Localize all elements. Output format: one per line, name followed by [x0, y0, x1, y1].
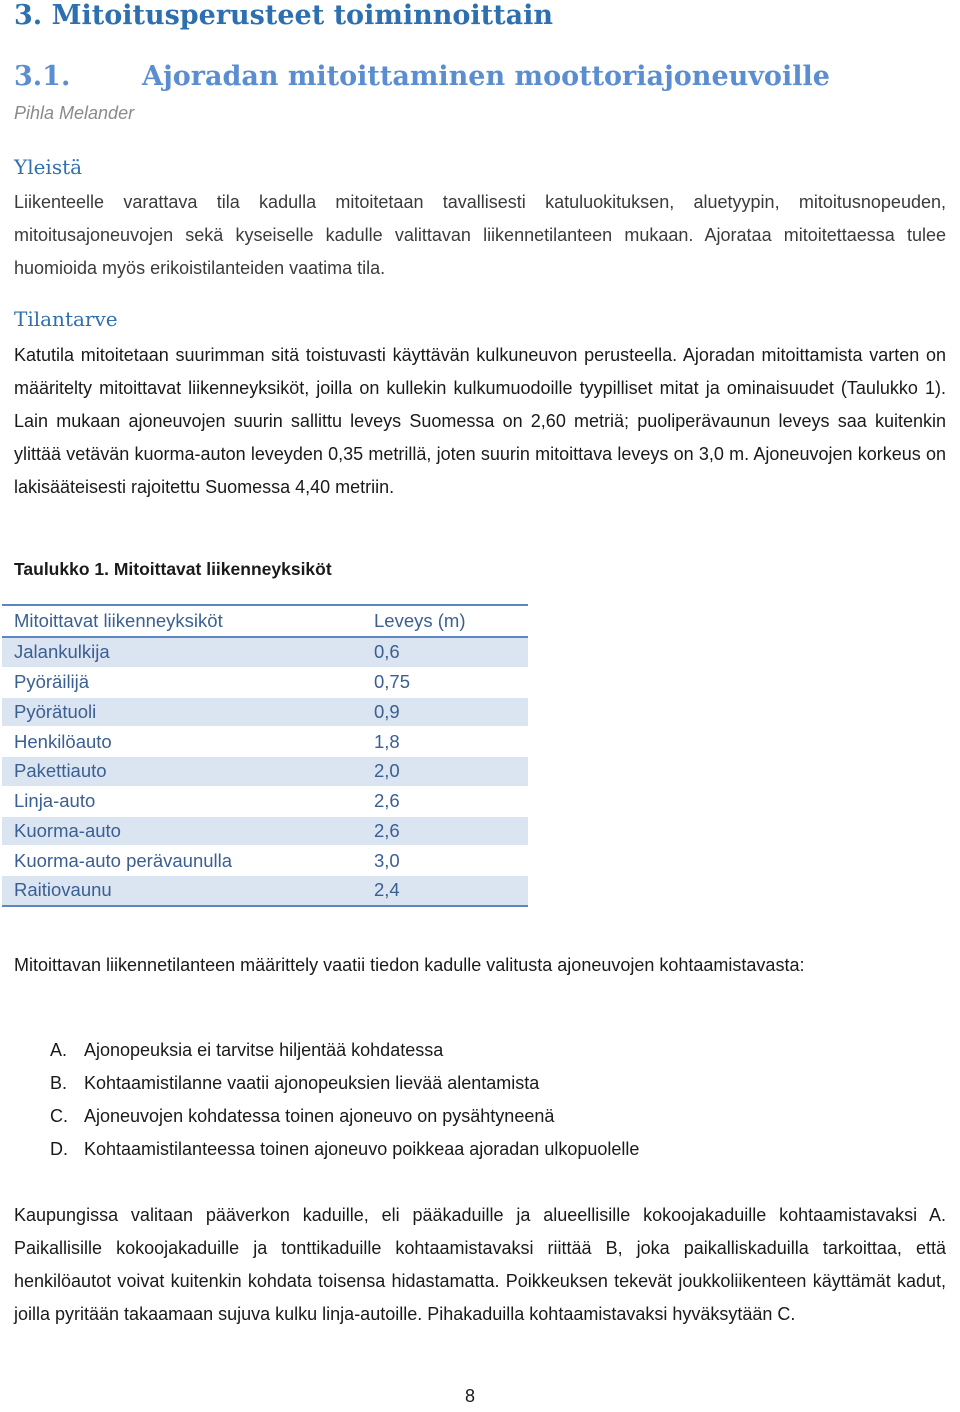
unit-cell: Pyörätuoli	[2, 697, 374, 727]
table-row	[2, 757, 528, 787]
table-row	[2, 697, 528, 727]
unit-cell: Henkilöauto	[2, 727, 374, 757]
list-item-text: Kohtaamistilanteessa toinen ajoneuvo poikkeaa ajoradan ulkopuolelle	[84, 1139, 640, 1159]
width-cell: 0,9	[374, 697, 528, 727]
table-caption: Taulukko 1. Mitoittavat liikenneyksiköt	[14, 559, 332, 579]
unit-cell: Jalankulkija	[2, 637, 374, 667]
width-cell: 2,6	[374, 816, 528, 846]
column-header-unit: Mitoittavat liikenneyksiköt	[2, 605, 374, 637]
list-marker: C.	[50, 1106, 68, 1126]
table-row	[2, 816, 528, 846]
width-cell: 2,0	[374, 757, 528, 787]
space-heading: Tilantarve	[14, 307, 118, 331]
width-cell: 0,75	[374, 667, 528, 697]
list-marker: A.	[50, 1040, 68, 1060]
list-item	[50, 1100, 639, 1133]
unit-cell: Kuorma-auto perävaunulla	[2, 846, 374, 876]
unit-cell: Raitiovaunu	[2, 876, 374, 906]
units-table	[2, 604, 528, 907]
width-cell: 0,6	[374, 637, 528, 667]
width-cell: 3,0	[374, 846, 528, 876]
section-number: 3.1.	[14, 61, 71, 92]
list-marker: B.	[50, 1073, 68, 1093]
space-paragraph: Katutila mitoitetaan suurimman sitä toistuvasti käyttävän kulkuneuvon perusteella. Ajoradan mitoittamista varten on määritelty mitoittavat liikenneyksiköt, joilla on kullekin kulkumuodoille tyypilliset mitat ja ominaisuudet (Taulukko 1). Lain mukaan ajoneuvojen suurin sallittu leveys Suomessa on 2,60 metriä; puoliperävaunun leveys saa kuitenkin ylittää vetävän kuorma-auton leveyden 0,35 metrillä, joten suurin mitoittava leveys on 3,0 m. Ajoneuvojen korkeus on lakisääteisesti rajoitettu Suomessa 4,40 metriin.	[14, 345, 946, 497]
width-cell: 2,4	[374, 876, 528, 906]
list-item-text: Ajoneuvojen kohdatessa toinen ajoneuvo on pysähtyneenä	[84, 1106, 555, 1126]
table-row	[2, 786, 528, 816]
encounter-type-list	[50, 1034, 639, 1166]
table-row	[2, 846, 528, 876]
width-cell: 2,6	[374, 786, 528, 816]
table-row	[2, 667, 528, 697]
list-intro-paragraph: Mitoittavan liikennetilanteen määrittely vaatii tiedon kadulle valitusta ajoneuvojen kohtaamistavasta:	[14, 955, 805, 975]
table-row	[2, 876, 528, 906]
column-header-width: Leveys (m)	[374, 605, 528, 637]
unit-cell: Pakettiauto	[2, 757, 374, 787]
list-item	[50, 1133, 639, 1166]
unit-cell: Linja-auto	[2, 786, 374, 816]
table-header-row	[2, 605, 528, 637]
unit-cell: Kuorma-auto	[2, 816, 374, 846]
list-item-text: Ajonopeuksia ei tarvitse hiljentää kohdatessa	[84, 1040, 444, 1060]
table-row	[2, 727, 528, 757]
list-item	[50, 1034, 639, 1067]
section-title: Ajoradan mitoittaminen moottoriajoneuvoille	[142, 61, 830, 92]
list-marker: D.	[50, 1139, 68, 1159]
list-item	[50, 1067, 639, 1100]
closing-paragraph: Kaupungissa valitaan pääverkon kaduille, eli pääkaduille ja alueellisille kokoojakaduille kohtaamistavaksi A. Paikallisille kokoojakaduille ja tonttikaduille kohtaamistavaksi riittää B, joka paikalliskaduilla tarkoittaa, että henkilöautot voivat kuitenkin kohdata toisensa hidastamatta. Poikkeuksen tekevät joukkoliikenteen käyttämät kadut, joilla pyritään takaamaan sujuva kulku linja-autoille. Pihakaduilla kohtaamistavaksi hyväksytään C.	[14, 1205, 946, 1324]
general-paragraph: Liikenteelle varattava tila kadulla mitoitetaan tavallisesti katuluokituksen, aluetyypin, mitoitusnopeuden, mitoitusajoneuvojen sekä kyseiselle kadulle valittavan liikennetilanteen mukaan. Ajorataa mitoitettaessa tulee huomioida myös erikoistilanteiden vaatima tila.	[14, 192, 946, 278]
author-name: Pihla Melander	[14, 103, 135, 123]
general-heading: Yleistä	[14, 155, 83, 179]
section-heading	[14, 61, 830, 92]
table-row	[2, 637, 528, 667]
chapter-heading: 3. Mitoitusperusteet toiminnoittain	[14, 0, 553, 31]
page-number: 8	[465, 1386, 476, 1406]
width-cell: 1,8	[374, 727, 528, 757]
list-item-text: Kohtaamistilanne vaatii ajonopeuksien lievää alentamista	[84, 1073, 540, 1093]
unit-cell: Pyöräilijä	[2, 667, 374, 697]
